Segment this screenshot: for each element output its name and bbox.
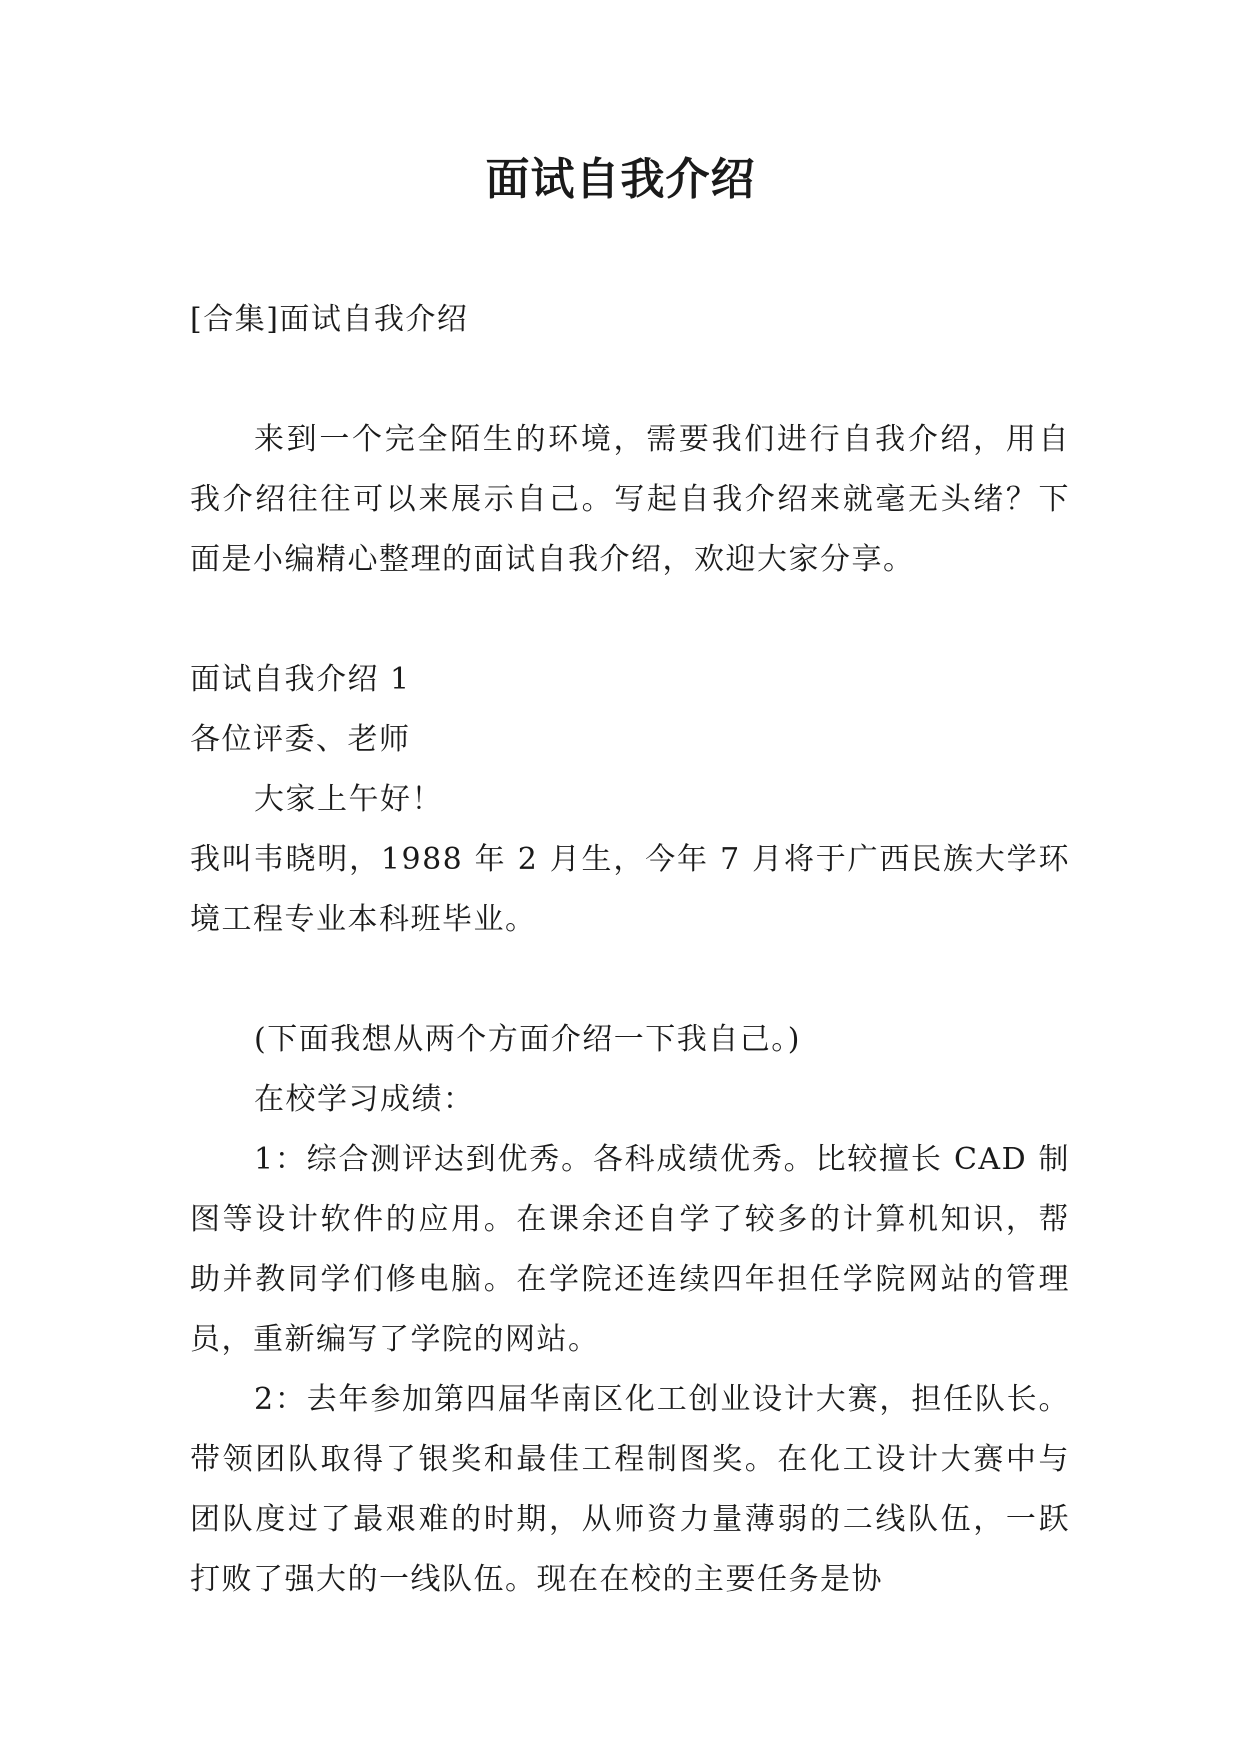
document-title: 面试自我介绍 xyxy=(485,154,756,205)
self-intro-paragraph: 我叫韦晓明，1988 年 2 月生，今年 7 月将于广西民族大学环境工程专业本科班毕业。 xyxy=(190,842,1070,937)
salutation: 各位评委、老师 xyxy=(190,722,411,757)
point-two-paragraph: 2：去年参加第四届华南区化工创业设计大赛，担任队长。带领团队取得了银奖和最佳工程制图奖。在化工设计大赛中与团队度过了最艰难的时期，从师资力量薄弱的二线队伍，一跃打败了强大的一线队伍。现在在校的主要任务是协 xyxy=(190,1382,1070,1597)
transition-paragraph: (下面我想从两个方面介绍一下我自己。) xyxy=(254,1022,801,1057)
document-body xyxy=(190,290,1070,1610)
spacer xyxy=(190,590,1070,650)
subtitle-paragraph: [合集]面试自我介绍 xyxy=(190,302,469,337)
point-one-paragraph: 1：综合测评达到优秀。各科成绩优秀。比较擅长 CAD 制图等设计软件的应用。在课余还自学了较多的计算机知识，帮助并教同学们修电脑。在学院还连续四年担任学院网站的管理员，重新编写了学院的网站。 xyxy=(190,1142,1070,1357)
intro-paragraph: 来到一个完全陌生的环境，需要我们进行自我介绍，用自我介绍往往可以来展示自己。写起自我介绍来就毫无头绪？下面是小编精心整理的面试自我介绍，欢迎大家分享。 xyxy=(190,422,1070,577)
section-heading: 面试自我介绍 1 xyxy=(190,662,411,697)
spacer xyxy=(190,950,1070,1010)
grades-heading: 在校学习成绩： xyxy=(254,1082,475,1117)
greeting: 大家上午好！ xyxy=(254,782,443,817)
spacer xyxy=(190,350,1070,410)
